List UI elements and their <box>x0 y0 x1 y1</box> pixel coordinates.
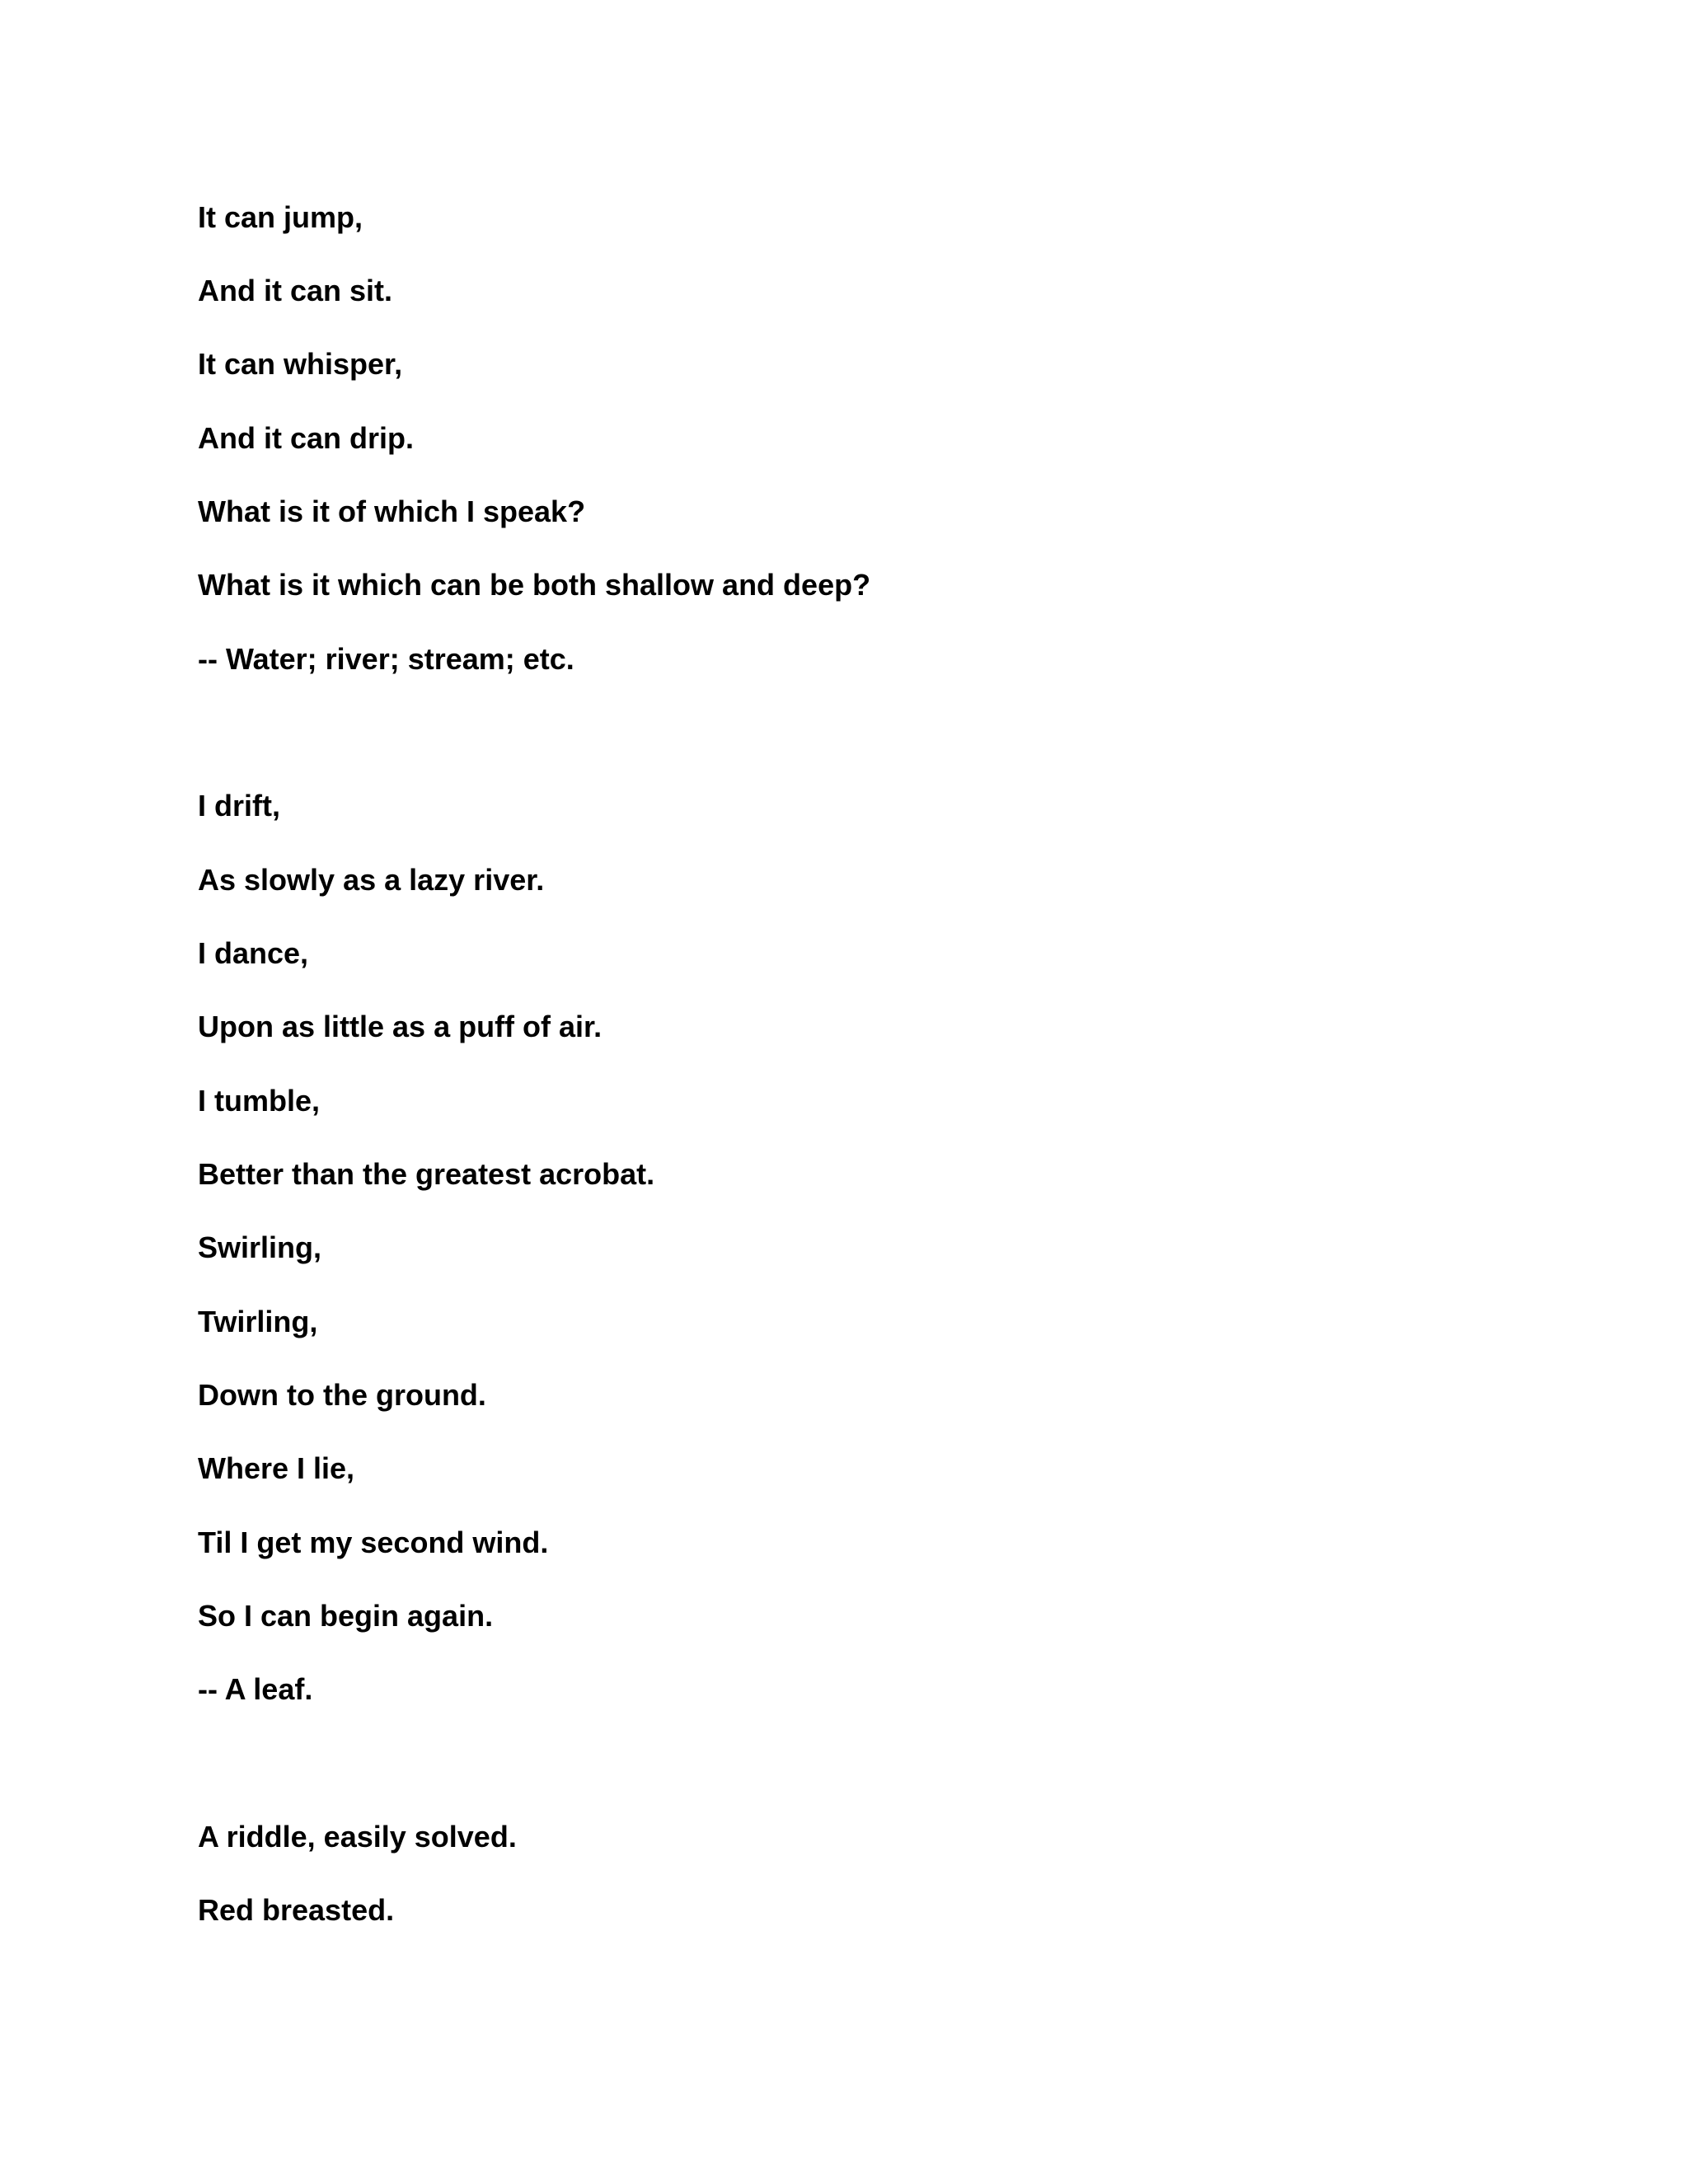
riddle-line: I drift, <box>198 789 280 823</box>
riddle-line: It can jump, <box>198 200 363 234</box>
riddle-answer: -- Water; river; stream; etc. <box>198 642 574 676</box>
riddle-line: I dance, <box>198 936 309 970</box>
riddle-line: What is it which can be both shallow and deep? <box>198 568 871 602</box>
riddle-line: Swirling, <box>198 1230 322 1264</box>
riddle-line: Where I lie, <box>198 1451 355 1485</box>
riddle-line: What is it of which I speak? <box>198 494 586 528</box>
riddle-line: Down to the ground. <box>198 1378 486 1412</box>
riddle-line: Twirling, <box>198 1305 318 1338</box>
riddle-answer: -- A leaf. <box>198 1672 313 1706</box>
riddle-line: Upon as little as a puff of air. <box>198 1010 603 1043</box>
riddle-line: Red breasted. <box>198 1893 395 1927</box>
riddle-line: And it can drip. <box>198 421 415 455</box>
riddle-line: And it can sit. <box>198 274 393 307</box>
riddle-line: As slowly as a lazy river. <box>198 863 545 897</box>
riddle-line: So I can begin again. <box>198 1599 494 1633</box>
riddle-line: Better than the greatest acrobat. <box>198 1157 655 1191</box>
riddle-line: I tumble, <box>198 1084 321 1118</box>
riddle-line: A riddle, easily solved. <box>198 1820 517 1854</box>
riddle-line: It can whisper, <box>198 347 403 381</box>
riddle-line: Til I get my second wind. <box>198 1526 549 1559</box>
